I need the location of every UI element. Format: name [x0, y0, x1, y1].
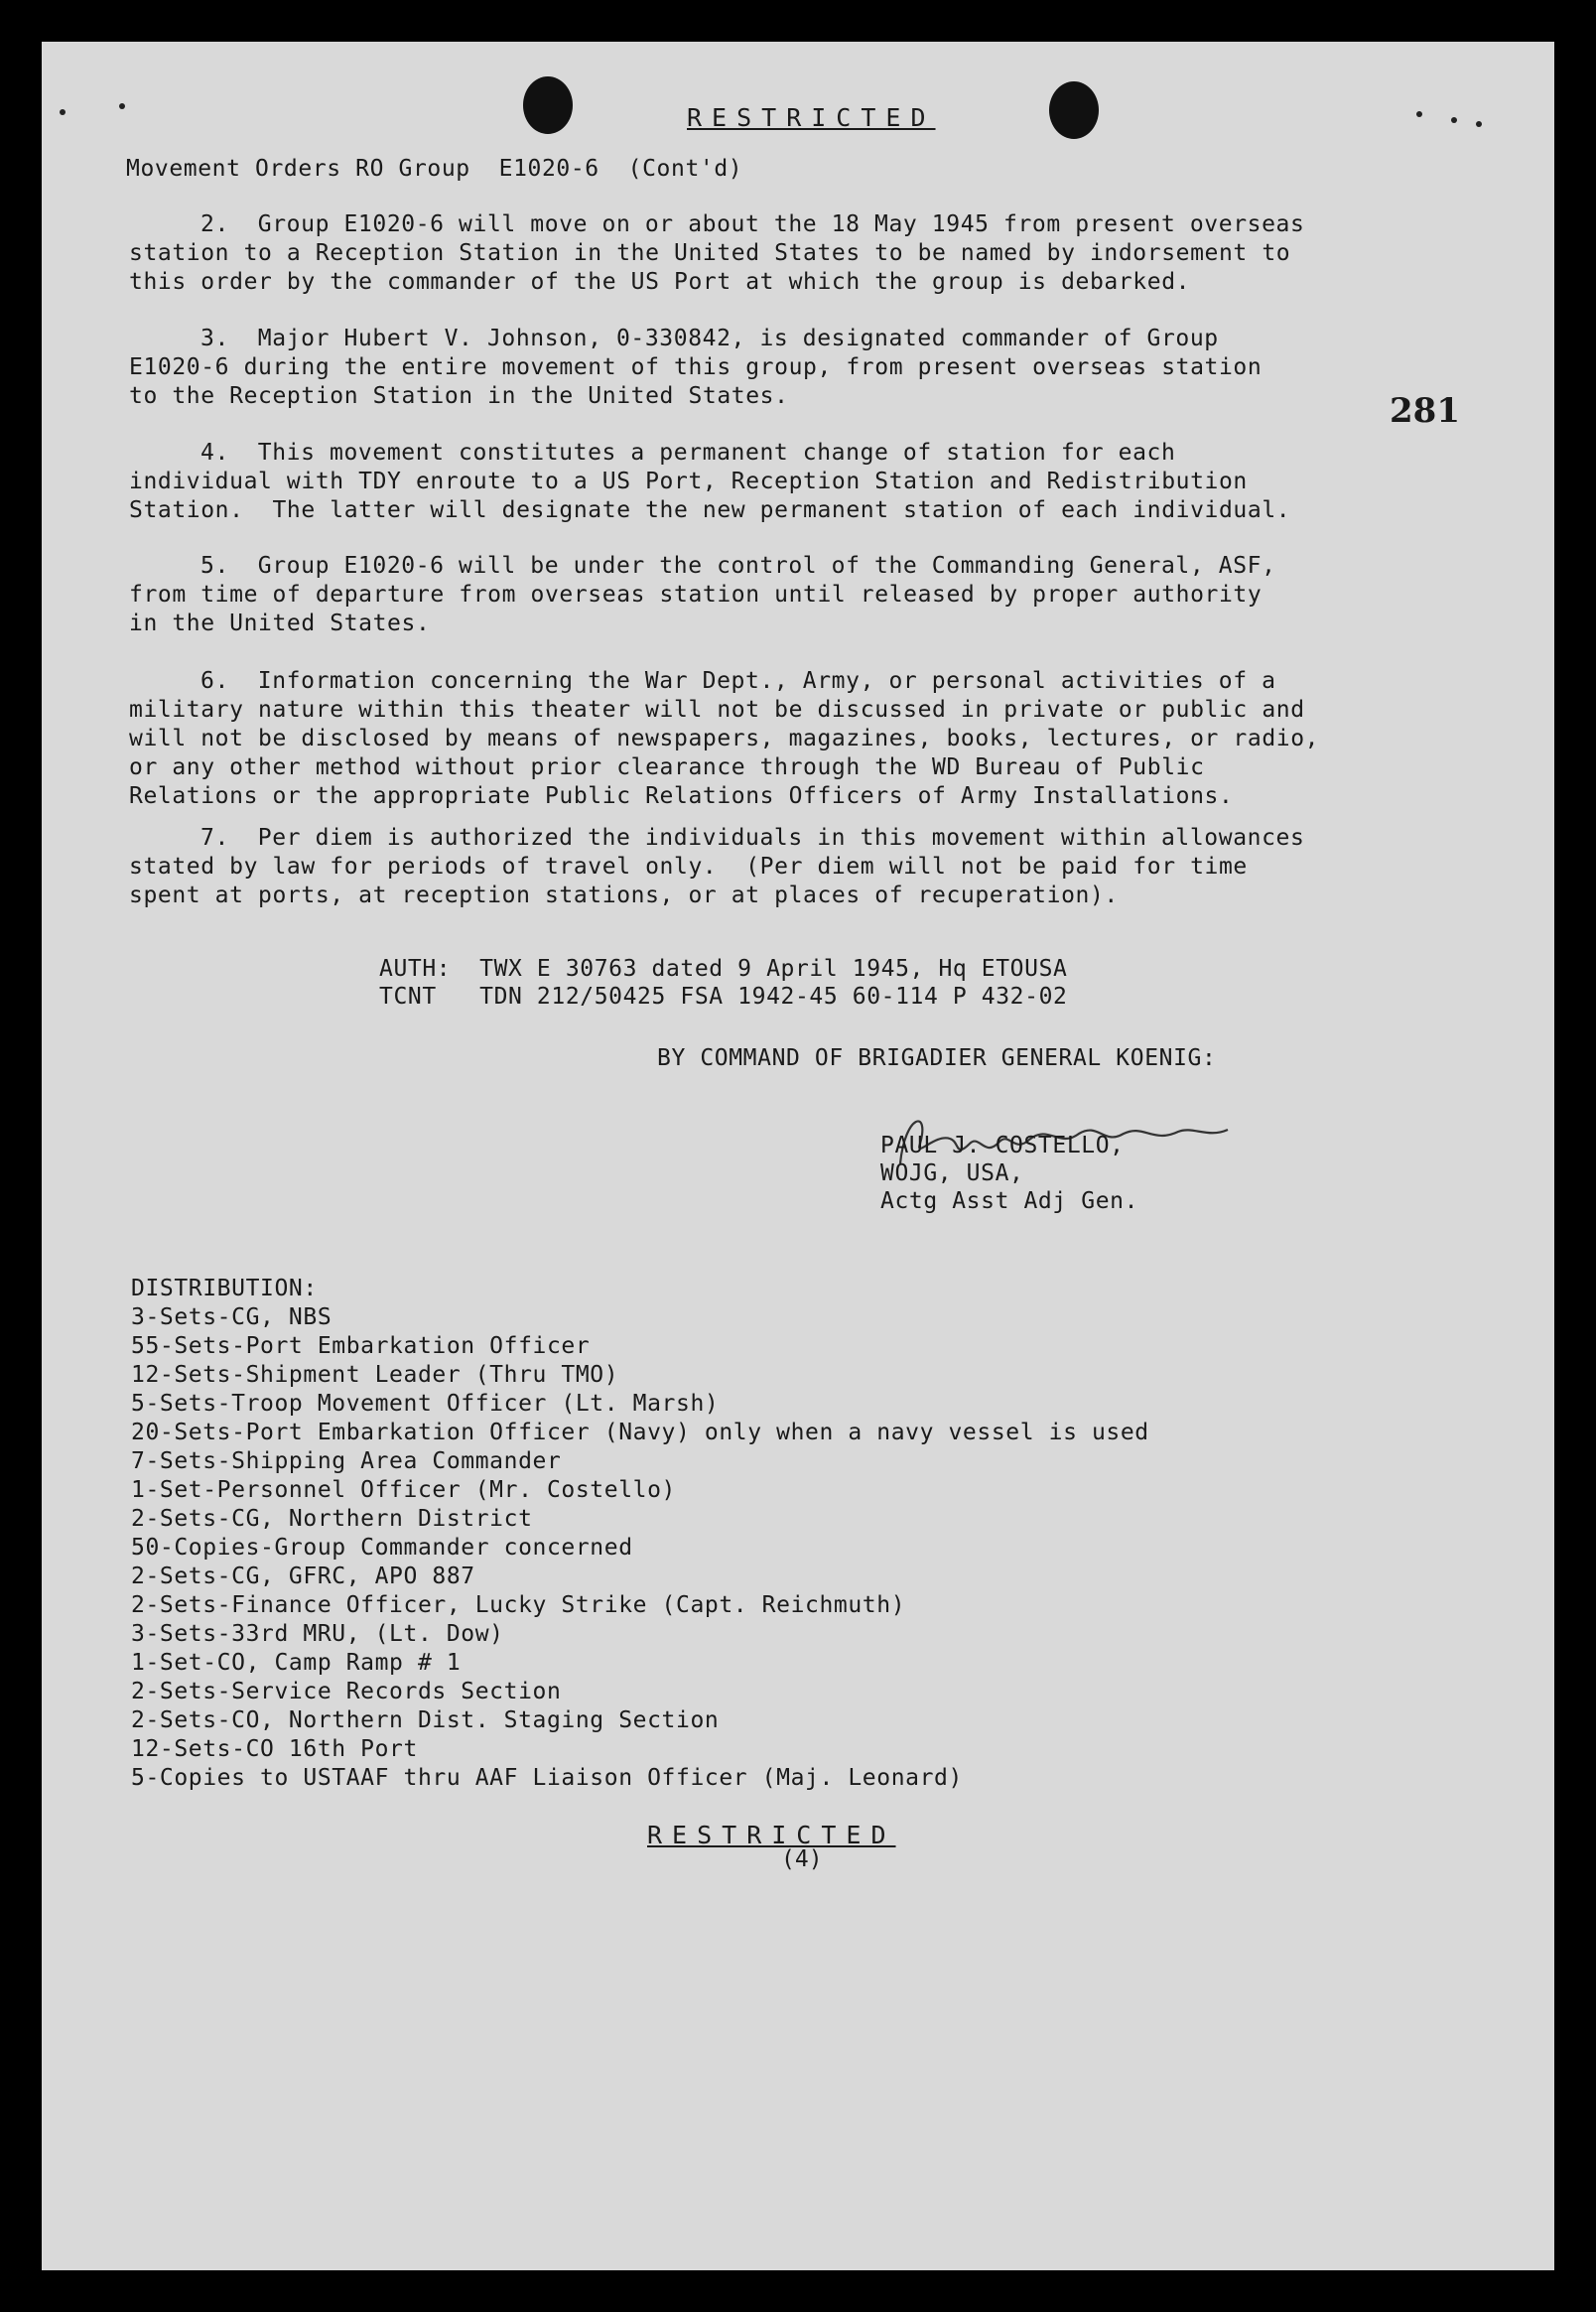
- paragraph-line: spent at ports, at reception stations, or at places of recuperation).: [129, 883, 1119, 908]
- distribution-item: 3-Sets-33rd MRU, (Lt. Dow): [131, 1621, 504, 1647]
- paragraph-line: 2. Group E1020-6 will move on or about the 18 May 1945 from present overseas: [200, 211, 1305, 237]
- distribution-item: 55-Sets-Port Embarkation Officer: [131, 1333, 591, 1359]
- distribution-item: 1-Set-CO, Camp Ramp # 1: [131, 1650, 462, 1676]
- signature-title: Actg Asst Adj Gen.: [880, 1188, 1139, 1214]
- paragraph-line: Relations or the appropriate Public Relations Officers of Army Installations.: [129, 783, 1234, 809]
- paragraph-line: E1020-6 during the entire movement of this group, from present overseas station: [129, 354, 1263, 380]
- restricted-footer: RESTRICTED: [647, 1821, 896, 1849]
- speck: [1451, 117, 1457, 123]
- distribution-item: 2-Sets-CG, Northern District: [131, 1506, 533, 1532]
- speck: [1416, 111, 1422, 117]
- speck: [1476, 121, 1482, 127]
- distribution-item: 2-Sets-CG, GFRC, APO 887: [131, 1564, 475, 1589]
- distribution-heading: DISTRIBUTION:: [131, 1276, 318, 1301]
- speck: [60, 109, 66, 115]
- distribution-item: 1-Set-Personnel Officer (Mr. Costello): [131, 1477, 676, 1503]
- speck: [119, 103, 125, 109]
- document-page: [42, 42, 1554, 2270]
- punch-hole-right: [1049, 81, 1099, 139]
- paragraph-line: or any other method without prior clearance through the WD Bureau of Public: [129, 754, 1205, 780]
- distribution-item: 2-Sets-CO, Northern Dist. Staging Section: [131, 1707, 720, 1733]
- paragraph-line: military nature within this theater will not be discussed in private or public and: [129, 697, 1305, 723]
- paragraph-line: this order by the commander of the US Port at which the group is debarked.: [129, 269, 1191, 295]
- paragraph-line: 7. Per diem is authorized the individuals in this movement within allowances: [200, 825, 1305, 851]
- signature-name: PAUL J. COSTELLO,: [880, 1133, 1125, 1158]
- distribution-item: 5-Sets-Troop Movement Officer (Lt. Marsh): [131, 1391, 720, 1417]
- distribution-item: 12-Sets-CO 16th Port: [131, 1736, 418, 1762]
- paragraph-line: to the Reception Station in the United States.: [129, 383, 789, 409]
- paragraph-line: stated by law for periods of travel only. (Per diem will not be paid for time: [129, 854, 1248, 880]
- restricted-header: RESTRICTED: [687, 103, 936, 132]
- distribution-item: 2-Sets-Finance Officer, Lucky Strike (Capt. Reichmuth): [131, 1592, 906, 1618]
- paragraph-line: 4. This movement constitutes a permanent change of station for each: [200, 440, 1176, 466]
- paragraph-line: will not be disclosed by means of newspapers, magazines, books, lectures, or radio,: [129, 726, 1320, 751]
- distribution-item: 5-Copies to USTAAF thru AAF Liaison Officer (Maj. Leonard): [131, 1765, 963, 1791]
- signature-rank: WOJG, USA,: [880, 1160, 1024, 1186]
- document-title: Movement Orders RO Group E1020-6 (Cont'd): [126, 156, 743, 182]
- distribution-item: 12-Sets-Shipment Leader (Thru TMO): [131, 1362, 619, 1388]
- paragraph-line: 6. Information concerning the War Dept., Army, or personal activities of a: [200, 668, 1276, 694]
- distribution-item: 2-Sets-Service Records Section: [131, 1679, 562, 1704]
- paragraph-line: 3. Major Hubert V. Johnson, 0-330842, is designated commander of Group: [200, 326, 1219, 351]
- paragraph-line: 5. Group E1020-6 will be under the control of the Commanding General, ASF,: [200, 553, 1276, 579]
- page-number: 281: [1390, 391, 1460, 431]
- distribution-item: 50-Copies-Group Commander concerned: [131, 1535, 633, 1561]
- footer-page-number: (4): [781, 1846, 823, 1872]
- command-line: BY COMMAND OF BRIGADIER GENERAL KOENIG:: [657, 1045, 1217, 1071]
- distribution-item: 7-Sets-Shipping Area Commander: [131, 1448, 562, 1474]
- tcnt-line: TCNT TDN 212/50425 FSA 1942-45 60-114 P 432-02: [379, 984, 1068, 1010]
- paragraph-line: in the United States.: [129, 611, 431, 636]
- paragraph-line: Station. The latter will designate the new permanent station of each individual.: [129, 497, 1291, 523]
- distribution-item: 3-Sets-CG, NBS: [131, 1304, 332, 1330]
- punch-hole-left: [523, 76, 573, 134]
- paragraph-line: station to a Reception Station in the United States to be named by indorsement to: [129, 240, 1291, 266]
- paragraph-line: individual with TDY enroute to a US Port, Reception Station and Redistribution: [129, 469, 1248, 494]
- auth-line: AUTH: TWX E 30763 dated 9 April 1945, Hq ETOUSA: [379, 956, 1068, 982]
- distribution-item: 20-Sets-Port Embarkation Officer (Navy) only when a navy vessel is used: [131, 1420, 1149, 1445]
- paragraph-line: from time of departure from overseas station until released by proper authority: [129, 582, 1263, 608]
